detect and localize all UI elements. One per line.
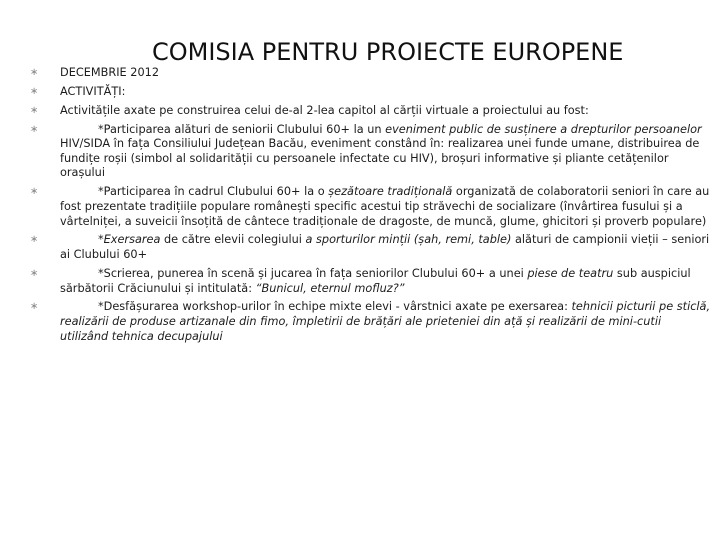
bullet-item	[30, 185, 712, 229]
bullet-item	[30, 233, 712, 262]
bullet-marker-icon: ∗	[30, 123, 39, 135]
bullet-text-run: de către elevii colegiului	[160, 233, 306, 247]
bullet-text-run: DECEMBRIE 2012	[60, 66, 160, 79]
bullet-text-run: alături de campionii vieții – seniori ai Clubului 60+	[60, 233, 710, 262]
bullet-text-run: a sporturilor minții (șah, remi, table)	[305, 233, 512, 247]
bullet-item	[30, 104, 712, 119]
bullet-item	[30, 300, 712, 344]
bullet-marker-icon: ∗	[30, 104, 39, 116]
bullet-text-run: *Participarea în cadrul Clubului 60+ la o	[98, 185, 329, 199]
bullet-text-run: “Bunicul, eternul mofluz?”	[255, 281, 405, 295]
bullet-text	[60, 267, 712, 296]
bullet-text-run: piese de teatru	[527, 266, 614, 280]
bullet-text-run: *Participarea alături de seniorii Clubului 60+ la un	[98, 122, 386, 136]
bullet-text	[60, 66, 712, 81]
bullet-text	[60, 123, 712, 181]
bullet-text-run: *Desfășurarea workshop-urilor în echipe mixte elevi - vârstnici axate pe exersarea:	[98, 300, 572, 314]
bullet-item	[30, 66, 712, 81]
bullet-text	[60, 104, 712, 119]
bullet-text	[60, 85, 712, 100]
bullet-marker-icon: ∗	[30, 67, 39, 78]
bullet-text-run: eveniment public de susținere a drepturilor persoanelor	[385, 122, 702, 136]
bullet-marker-icon: ∗	[30, 267, 39, 279]
bullet-item	[30, 85, 712, 100]
slide-title: COMISIA PENTRU PROIECTE EUROPENE	[152, 38, 624, 66]
bullet-text-run: șezătoare tradițională	[328, 185, 453, 199]
bullet-text-run: sub auspiciul sărbătorii Crăciunului și intitulată:	[60, 266, 691, 295]
bullet-text-run: *Scrierea, punerea în scenă și jucarea în fața seniorilor Clubului 60+ a unei	[98, 266, 528, 280]
bullet-text-run: HIV/SIDA în fața Consiliului Județean Bacău, eveniment constând în: realizarea unei funde umane, distribuirea de fundițe roșii (simbol al solidarității cu persoanele infectate cu HIV), broșuri informative și pliante cetățenilor orașului	[60, 137, 700, 180]
bullet-marker-icon: ∗	[30, 186, 39, 198]
bullet-text	[60, 185, 712, 229]
bullet-text-run: ACTIVITĂȚI:	[60, 84, 126, 98]
bullet-text-run: *Exersarea	[98, 233, 161, 247]
bullet-list	[30, 66, 712, 348]
bullet-text	[60, 233, 712, 262]
bullet-text-run: Activitățile axate pe construirea celui de-al 2-lea capitol al cărții virtuale a proiectului au fost:	[60, 103, 589, 117]
bullet-item	[30, 123, 712, 181]
bullet-marker-icon: ∗	[30, 85, 39, 97]
bullet-text-run: tehnicii picturii pe sticlă, realizării de produse artizanale din fimo, împletirii de brățări ale prieteniei din ață și realizării de mini-cutii utilizând tehnica decupajului	[60, 300, 711, 343]
bullet-text-run: organizată de colaboratorii seniori în care au fost prezentate tradițiile populare românești specific acestui tip străvechi de socializare (învârtirea fusului și a vârtelniței, a suveicii însoțită de cântece tradiționale de dragoste, de muncă, glume, ghicitori și proverb populare)	[60, 185, 710, 228]
bullet-item	[30, 267, 712, 296]
bullet-marker-icon: ∗	[30, 301, 39, 313]
bullet-marker-icon: ∗	[30, 234, 39, 246]
bullet-text	[60, 300, 712, 344]
